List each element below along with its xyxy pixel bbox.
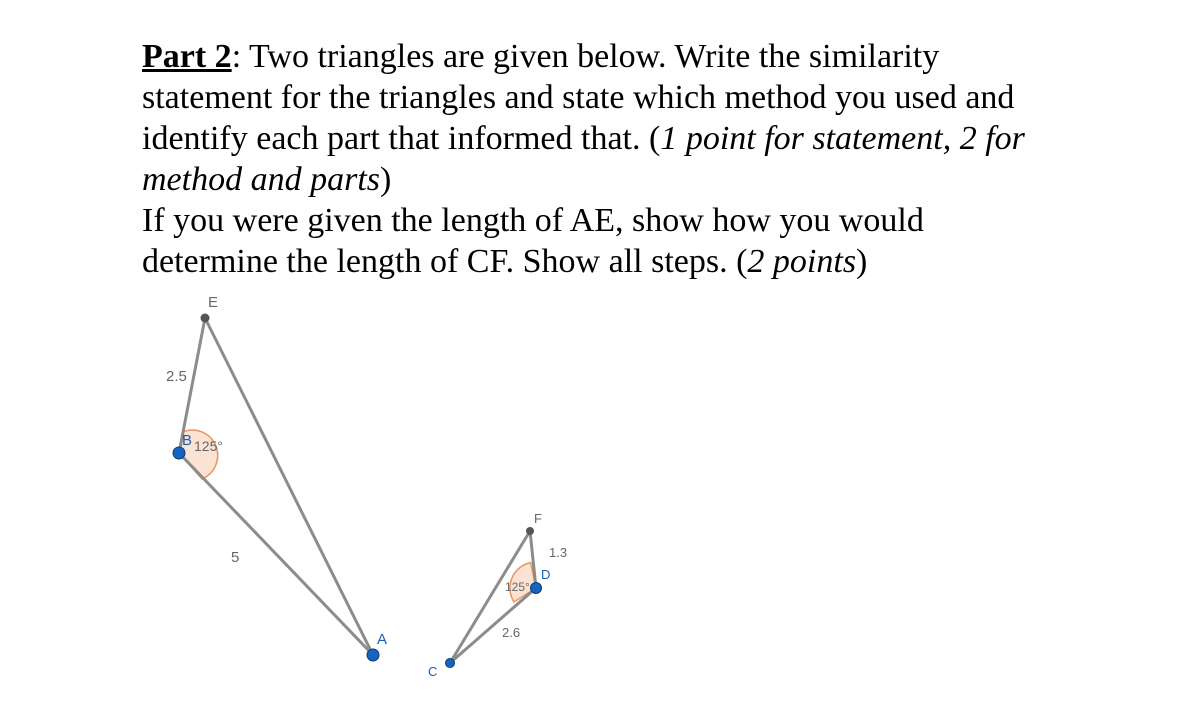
vertex-label-f: F (534, 511, 542, 526)
points-note-close: ) (380, 161, 392, 198)
point-e (201, 314, 210, 323)
side-length-fd: 1.3 (549, 545, 568, 560)
point-d (531, 583, 542, 594)
triangle-fdc (428, 511, 567, 679)
side-length-dc: 2.6 (502, 625, 521, 640)
question-line-3: identify each part that informed that. ( (142, 120, 661, 157)
question-line-5: If you were given the length of AE, show how you would (142, 202, 924, 239)
points-note-3-close: ) (856, 243, 868, 280)
point-c (446, 659, 455, 668)
vertex-label-d: D (541, 567, 551, 582)
vertex-label-c: C (428, 664, 438, 679)
vertex-label-b: B (182, 432, 193, 449)
side-ba (179, 453, 373, 655)
points-note-3: 2 points (747, 243, 857, 280)
triangle-ebA (166, 294, 387, 661)
angle-label-b: 125° (194, 438, 223, 454)
question-line-6: determine the length of CF. Show all steps. ( (142, 243, 748, 280)
question-line-1: : Two triangles are given below. Write the similarity (231, 38, 940, 75)
points-note-2: method and parts (142, 161, 380, 198)
vertex-label-a: A (377, 631, 388, 648)
question-line-2: statement for the triangles and state which method you used and (142, 79, 1015, 116)
side-dc (450, 588, 536, 663)
side-ea (205, 318, 373, 655)
part-label: Part 2 (142, 38, 232, 75)
points-note-1: 1 point for statement, 2 for (660, 120, 1025, 157)
vertex-label-e: E (208, 294, 219, 311)
point-a (367, 649, 379, 661)
point-f (526, 527, 534, 535)
angle-label-d: 125° (505, 580, 530, 594)
side-length-eb: 2.5 (166, 368, 187, 385)
side-length-ba: 5 (231, 549, 240, 566)
